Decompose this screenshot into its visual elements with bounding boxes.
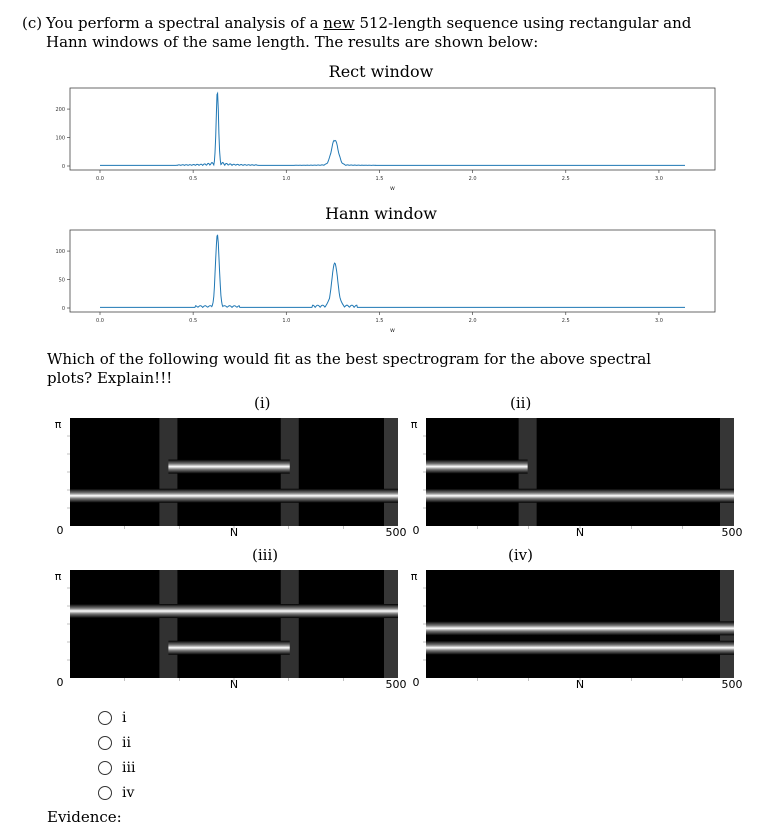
x-axis-label: N xyxy=(229,526,239,539)
x-axis-label: N xyxy=(575,678,585,691)
radio-iv[interactable] xyxy=(98,786,112,800)
y-min-label: 0 xyxy=(412,676,420,689)
x-tick-label: 2.0 xyxy=(468,318,477,324)
transition-smear xyxy=(281,570,299,678)
x-tick-label: 2.5 xyxy=(561,176,570,182)
y-tick-label: 50 xyxy=(58,277,65,284)
option-iii[interactable] xyxy=(98,759,135,777)
frequency-band xyxy=(426,641,734,655)
x-tick-label: 3.0 xyxy=(654,176,663,182)
hann-plot-title: Hann window xyxy=(325,204,437,223)
rect-plot-title: Rect window xyxy=(328,62,434,81)
y-max-label: π xyxy=(54,418,62,431)
y-tick-label: 200 xyxy=(55,107,65,114)
x-tick-label: 1.0 xyxy=(282,318,291,324)
y-tick-label: 100 xyxy=(55,135,65,142)
question-line1-post: 512-length sequence using rectangular and xyxy=(354,14,692,32)
question-label: (c) xyxy=(22,14,43,32)
evidence-label: Evidence: xyxy=(47,808,122,826)
option-label-iv: iv xyxy=(122,785,135,801)
x-axis-label: N xyxy=(575,526,585,539)
x-tick-label: 0.5 xyxy=(189,176,198,182)
question-line2: Hann windows of the same length. The results are shown below: xyxy=(46,33,539,51)
x-tick-label: 2.0 xyxy=(468,176,477,182)
panel-label-iv: (iv) xyxy=(508,546,533,564)
panel-label-iii: (iii) xyxy=(252,546,279,564)
y-tick-label: 0 xyxy=(61,306,65,312)
y-min-label: 0 xyxy=(56,676,64,689)
plot-frame xyxy=(70,230,715,312)
frequency-band xyxy=(70,604,398,618)
transition-smear xyxy=(159,570,177,678)
y-max-label: π xyxy=(410,418,418,431)
frequency-band xyxy=(168,641,289,655)
y-max-label: π xyxy=(410,570,418,583)
edge-smear xyxy=(720,418,734,526)
plot-frame xyxy=(70,88,715,170)
radio-i[interactable] xyxy=(98,711,112,725)
option-label-i: i xyxy=(122,710,127,726)
x-axis-label: w xyxy=(390,327,395,334)
x-end-label: 500 xyxy=(385,526,407,539)
frequency-band xyxy=(426,460,528,474)
x-end-label: 500 xyxy=(385,678,407,691)
y-tick-label: 100 xyxy=(55,249,65,256)
option-label-ii: ii xyxy=(122,735,131,751)
x-end-label: 500 xyxy=(721,526,743,539)
question-text xyxy=(22,14,722,52)
frequency-band xyxy=(426,621,734,635)
x-tick-label: 3.0 xyxy=(654,318,663,324)
option-iv[interactable] xyxy=(98,784,134,802)
y-min-label: 0 xyxy=(56,524,64,537)
option-i[interactable] xyxy=(98,709,126,727)
question-underlined-word: new xyxy=(323,14,355,32)
panel-label-i: (i) xyxy=(254,394,271,412)
x-tick-label: 0.0 xyxy=(96,176,104,182)
spectrogram-iii xyxy=(40,564,407,692)
x-tick-label: 1.5 xyxy=(375,318,384,324)
spectrogram-ii xyxy=(396,412,743,540)
rect-window-plot xyxy=(40,84,720,196)
frequency-band xyxy=(426,489,734,503)
x-tick-label: 0.0 xyxy=(96,318,104,324)
x-tick-label: 1.5 xyxy=(375,176,384,182)
x-axis-label: w xyxy=(390,185,395,192)
x-axis-label: N xyxy=(229,678,239,691)
spectrogram-iv xyxy=(396,564,743,692)
hann-window-plot xyxy=(40,226,720,338)
y-max-label: π xyxy=(54,570,62,583)
radio-iii[interactable] xyxy=(98,761,112,775)
frequency-band xyxy=(70,489,398,503)
panel-label-ii: (ii) xyxy=(510,394,532,412)
x-end-label: 500 xyxy=(721,678,743,691)
x-tick-label: 0.5 xyxy=(189,318,198,324)
y-tick-label: 0 xyxy=(61,164,65,170)
spectrogram-i xyxy=(40,412,407,540)
subquestion-line2: plots? Explain!!! xyxy=(47,369,173,387)
x-tick-label: 2.5 xyxy=(561,318,570,324)
question-line1-pre: You perform a spectral analysis of a xyxy=(46,14,324,32)
frequency-band xyxy=(168,460,289,474)
y-min-label: 0 xyxy=(412,524,420,537)
subquestion-text xyxy=(47,350,707,388)
subquestion-line1: Which of the following would fit as the best spectrogram for the above spectral xyxy=(47,350,652,368)
option-ii[interactable] xyxy=(98,734,131,752)
option-label-iii: iii xyxy=(122,760,136,776)
radio-ii[interactable] xyxy=(98,736,112,750)
spectrogram-background xyxy=(70,570,398,678)
x-tick-label: 1.0 xyxy=(282,176,291,182)
